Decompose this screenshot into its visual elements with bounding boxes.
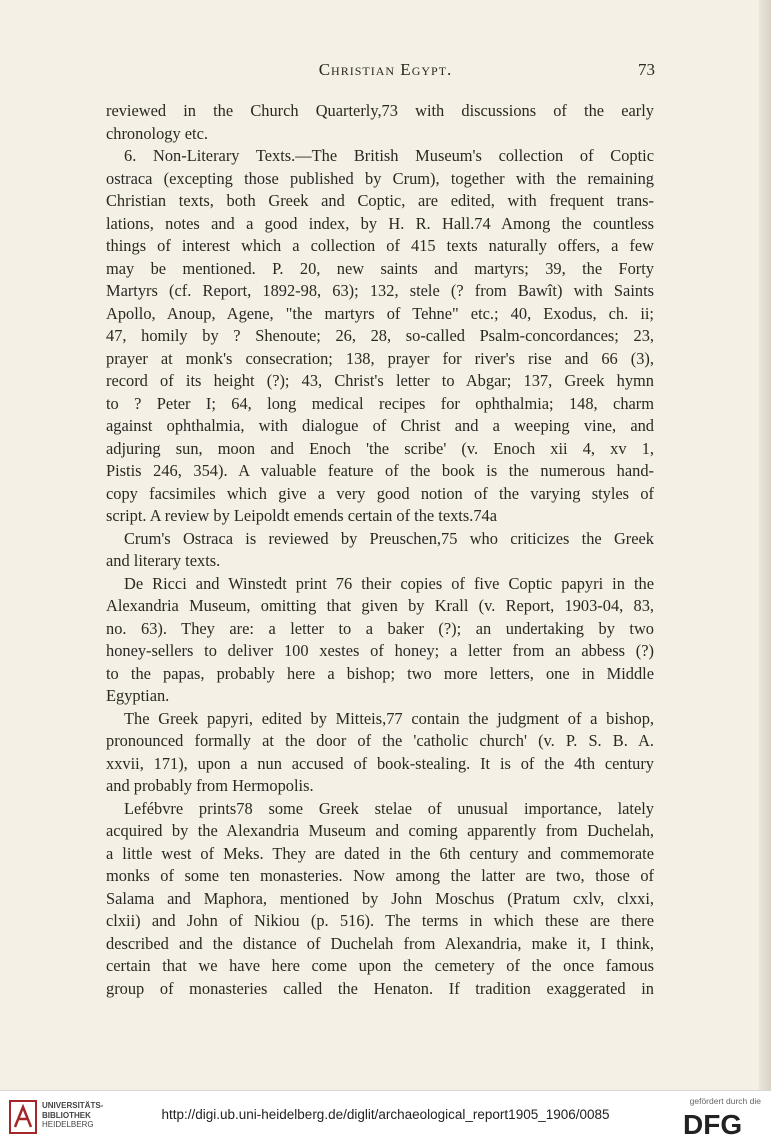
library-footer bbox=[0, 1090, 771, 1145]
text-line: and literary texts. bbox=[106, 551, 221, 570]
text-line: Pistis 246, 354). A valuable feature of the book is the numerous hand- bbox=[106, 461, 654, 480]
text-line: clxii) and John of Nikiou (p. 516). The terms in which these are there bbox=[106, 911, 654, 930]
text-line: certain that we have here come upon the cemetery of the once famous bbox=[106, 956, 654, 975]
text-line: pronounced formally at the door of the 'catholic church' (v. P. S. B. A. bbox=[106, 731, 654, 750]
text-line: Alexandria Museum, omitting that given by Krall (v. Report, 1903-04, 83, bbox=[106, 596, 654, 615]
running-title: Christian Egypt. bbox=[318, 60, 453, 79]
library-name-line: UNIVERSITÄTS- bbox=[42, 1101, 104, 1110]
text-line: prayer at monk's consecration; 138, prayer for river's rise and 66 (3), bbox=[106, 348, 654, 368]
dfg-logo-text: DFG bbox=[683, 1109, 743, 1138]
text-line: described and the distance of Duchelah from Alexandria, make it, I think, bbox=[106, 933, 654, 953]
text-line: copy facsimiles which give a very good notion of the varying styles of bbox=[106, 483, 654, 503]
text-line: against ophthalmia, with dialogue of Christ and a weeping vine, and bbox=[106, 416, 654, 435]
text-line: no. 63). They are: a letter to a baker (?); an undertaking by two bbox=[106, 618, 654, 638]
text-line: Egyptian. bbox=[106, 686, 170, 705]
text-line: De Ricci and Winstedt print 76 their copies of five Coptic papyri in the bbox=[124, 573, 654, 593]
running-head bbox=[0, 60, 771, 86]
text-line: and probably from Hermopolis. bbox=[106, 776, 314, 795]
text-line: a little west of Meks. They are dated in the 6th century and commemorate bbox=[106, 843, 654, 863]
text-line: honey-sellers to deliver 100 xestes of honey; a letter from an abbess (?) bbox=[106, 641, 654, 660]
text-line: lations, notes and a good index, by H. R. Hall.74 Among the countless bbox=[106, 213, 654, 233]
text-line: group of monasteries called the Henaton. If tradition exaggerated in bbox=[106, 978, 654, 998]
text-line: to the papas, probably here a bishop; two more letters, one in Middle bbox=[106, 663, 654, 683]
funding-caption: gefördert durch die bbox=[689, 1096, 761, 1106]
body-text bbox=[106, 100, 654, 1000]
text-line: adjuring sun, moon and Enoch 'the scribe' (v. Enoch xii 4, xv 1, bbox=[106, 438, 654, 458]
text-line: to ? Peter I; 64, long medical recipes for ophthalmia; 148, charm bbox=[106, 393, 654, 413]
library-name-line: BIBLIOTHEK bbox=[42, 1110, 91, 1120]
text-line: ostraca (excepting those published by Crum), together with the remaining bbox=[106, 168, 654, 188]
text-line: acquired by the Alexandria Museum and coming apparently from Duchelah, bbox=[106, 821, 654, 840]
text-line: xxvii, 171), upon a nun accused of book-stealing. It is of the 4th century bbox=[106, 753, 654, 773]
text-line: script. A review by Leipoldt emends certain of the texts.74a bbox=[106, 506, 497, 525]
text-line: The Greek papyri, edited by Mitteis,77 contain the judgment of a bishop, bbox=[124, 708, 654, 728]
text-line: may be mentioned. P. 20, new saints and martyrs; 39, the Forty bbox=[106, 258, 654, 278]
text-line: Lefébvre prints78 some Greek stelae of unusual importance, lately bbox=[124, 798, 654, 818]
dfg-logo-icon bbox=[681, 1108, 761, 1138]
text-line: Salama and Maphora, mentioned by John Moschus (Pratum cxlv, clxxi, bbox=[106, 888, 654, 908]
permalink-url[interactable]: http://digi.ub.uni-heidelberg.de/diglit/archaeological_report1905_1906/0085 bbox=[161, 1107, 610, 1122]
page-number: 73 bbox=[638, 60, 655, 79]
text-line: 6. Non-Literary Texts.—The British Museum's collection of Coptic bbox=[124, 146, 654, 165]
text-line: Christian texts, both Greek and Coptic, are edited, with frequent trans- bbox=[106, 191, 654, 210]
text-line: things of interest which a collection of 415 texts naturally offers, a few bbox=[106, 236, 654, 255]
text-line: 47, homily by ? Shenoute; 26, 28, so-called Psalm-concordances; 23, bbox=[106, 326, 654, 345]
text-line: reviewed in the Church Quarterly,73 with discussions of the early bbox=[106, 101, 654, 120]
text-line: record of its height (?); 43, Christ's letter to Abgar; 137, Greek hymn bbox=[106, 371, 654, 390]
library-name-line: HEIDELBERG bbox=[42, 1120, 94, 1129]
page-edge-shadow bbox=[759, 0, 771, 1090]
text-line: Martyrs (cf. Report, 1892-98, 63); 132, stele (? from Bawît) with Saints bbox=[106, 281, 654, 300]
text-line: monks of some ten monasteries. Now among the latter are two, those of bbox=[106, 866, 654, 885]
text-line: Crum's Ostraca is reviewed by Preuschen,75 who criticizes the Greek bbox=[124, 528, 654, 548]
text-line: Apollo, Anoup, Agene, "the martyrs of Tehne" etc.; 40, Exodus, ch. ii; bbox=[106, 303, 654, 323]
text-line: chronology etc. bbox=[106, 123, 208, 143]
